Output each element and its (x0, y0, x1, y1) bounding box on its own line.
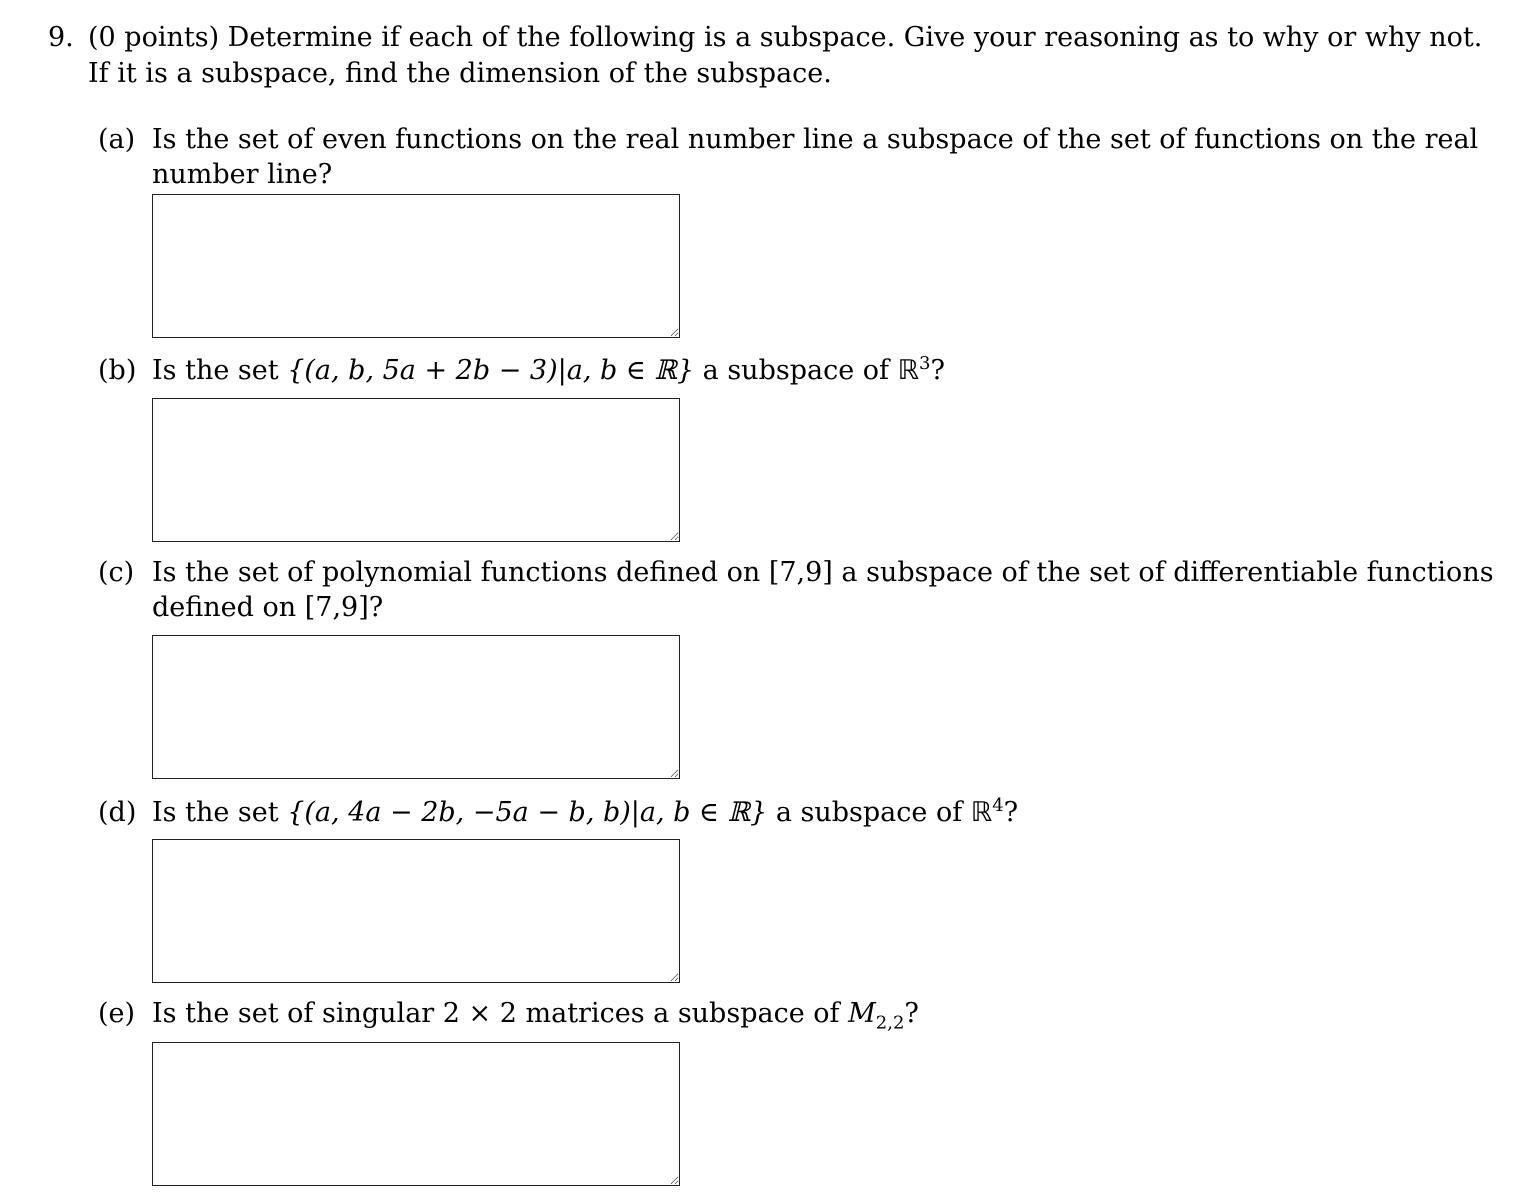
part-d-label: (d) (98, 797, 137, 828)
part-e-end: ? (904, 998, 919, 1029)
part-b-suffix: a subspace of (702, 355, 890, 386)
part-b-set-expression: {(a, b, 5a + 2b − 3)|a, b ∈ ℝ} (287, 355, 695, 386)
part-d-set-expression: {(a, 4a − 2b, −5a − b, b)|a, b ∈ ℝ} (287, 797, 768, 828)
part-b-answer-box[interactable] (152, 398, 680, 542)
question-intro-line1: (0 points) Determine if each of the following is a subspace. Give your reasoning as to why or why not. (88, 22, 1483, 53)
question-intro-line2: If it is a subspace, find the dimension of the subspace. (88, 58, 832, 89)
part-b-end: ? (930, 355, 945, 386)
question-number: 9. (48, 22, 74, 53)
part-e-space-subscript: 2,2 (875, 1012, 905, 1034)
part-c-text-line2: defined on [7,9]? (152, 592, 384, 623)
part-d-suffix: a subspace of (775, 797, 963, 828)
part-e-question (152, 996, 919, 1032)
part-a-answer-box[interactable] (152, 194, 680, 338)
part-c-answer-box[interactable] (152, 635, 680, 779)
part-d-question (152, 795, 1018, 831)
part-a-label: (a) (98, 124, 136, 155)
part-a-text-line1: Is the set of even functions on the real number line a subspace of the set of functions on the real (152, 124, 1479, 155)
part-e-answer-box[interactable] (152, 1042, 680, 1186)
part-d-answer-box[interactable] (152, 839, 680, 983)
part-d-end: ? (1003, 797, 1019, 828)
part-b-space-exponent: 3 (919, 353, 931, 374)
part-b-prefix: Is the set (152, 355, 279, 386)
part-b-label: (b) (98, 355, 137, 386)
part-e-prefix: Is the set of singular 2 × 2 matrices a subspace of (152, 998, 840, 1029)
part-c-text-line1: Is the set of polynomial functions defined on [7,9] a subspace of the set of differentiable functions (152, 557, 1494, 588)
part-d-space-exponent: 4 (992, 795, 1004, 816)
part-e-space: M (848, 998, 876, 1029)
part-b-question (152, 353, 945, 389)
part-c-label: (c) (98, 557, 135, 588)
part-e-label: (e) (98, 998, 136, 1029)
part-b-space: ℝ (897, 355, 920, 386)
part-d-space: ℝ (970, 797, 993, 828)
part-a-text-line2: number line? (152, 159, 333, 190)
part-d-prefix: Is the set (152, 797, 279, 828)
